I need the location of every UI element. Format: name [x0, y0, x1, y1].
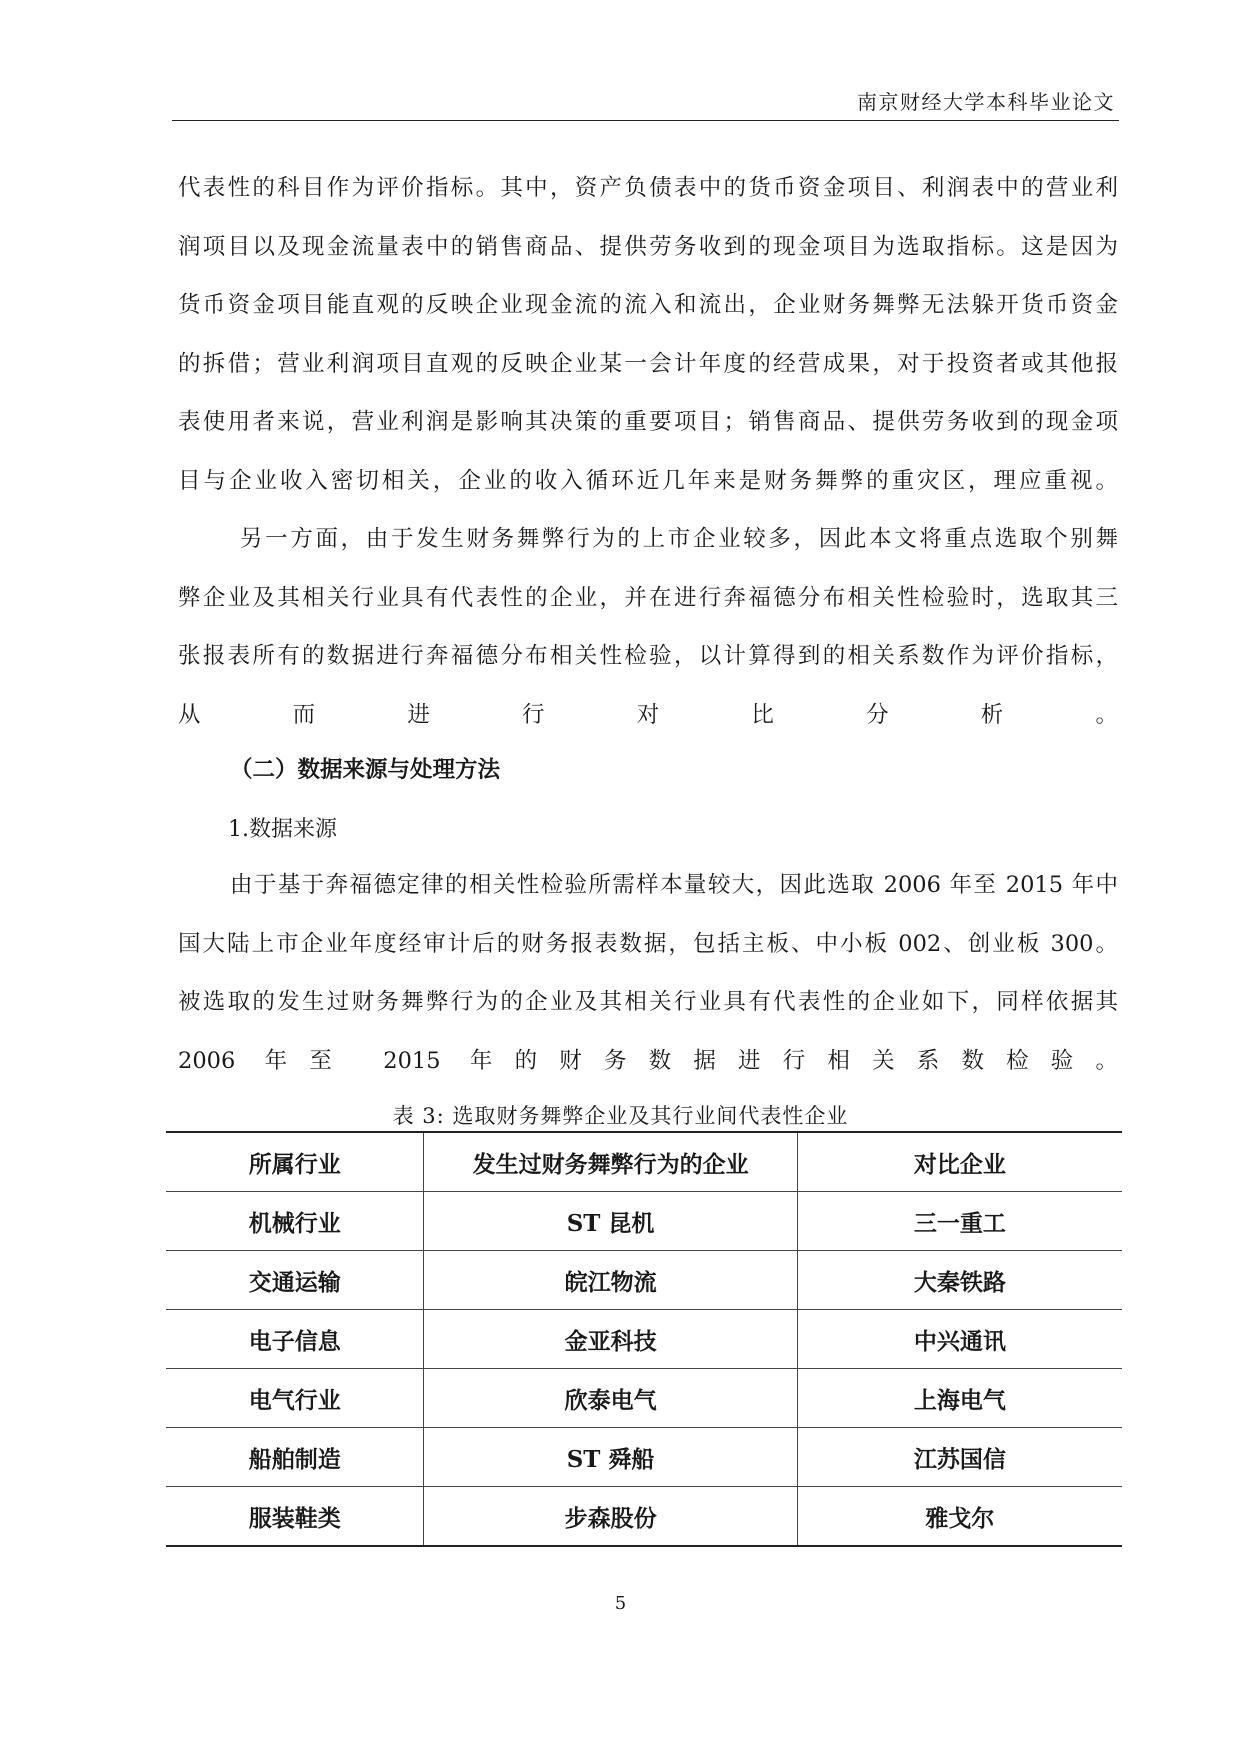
text-line: 由于基于奔福德定律的相关性检验所需样本量较大，因此选取 2006 年至 2015 年中 [230, 872, 1118, 898]
cell-fraud-enterprise: 金亚科技 [424, 1310, 797, 1369]
header-industry: 所属行业 [166, 1132, 424, 1192]
text-line: 代表性的科目作为评价指标。其中，资产负债表中的货币资金项目、利润表中的营业利 [178, 175, 1118, 201]
table-row [166, 1192, 1122, 1251]
cell-industry: 电子信息 [166, 1310, 424, 1369]
cell-industry: 机械行业 [166, 1192, 424, 1251]
cell-industry: 服装鞋类 [166, 1487, 424, 1547]
cell-comparison-enterprise: 雅戈尔 [797, 1487, 1122, 1547]
cell-fraud-enterprise: ST 舜船 [424, 1428, 797, 1487]
page-number: 5 [614, 1593, 627, 1614]
text-line: 表使用者来说，营业利润是影响其决策的重要项目；销售商品、提供劳务收到的现金项 [178, 409, 1118, 435]
cell-comparison-enterprise: 中兴通讯 [797, 1310, 1122, 1369]
cell-fraud-enterprise: ST 昆机 [424, 1192, 797, 1251]
table-row [166, 1428, 1122, 1487]
text-line: 的拆借；营业利润项目直观的反映企业某一会计年度的经营成果，对于投资者或其他报 [178, 350, 1118, 377]
table-row [166, 1251, 1122, 1310]
text-line: 弊企业及其相关行业具有代表性的企业，并在进行奔福德分布相关性检验时，选取其三 [178, 584, 1118, 611]
cell-fraud-enterprise: 步森股份 [424, 1487, 797, 1547]
cell-comparison-enterprise: 大秦铁路 [797, 1251, 1122, 1310]
cell-industry: 交通运输 [166, 1251, 424, 1310]
enterprise-table [166, 1131, 1122, 1547]
cell-industry: 船舶制造 [166, 1428, 424, 1487]
table-row [166, 1310, 1122, 1369]
table-row [166, 1487, 1122, 1547]
header-fraud-enterprise: 发生过财务舞弊行为的企业 [424, 1132, 797, 1192]
cell-comparison-enterprise: 三一重工 [797, 1192, 1122, 1251]
cell-comparison-enterprise: 江苏国信 [797, 1428, 1122, 1487]
cell-comparison-enterprise: 上海电气 [797, 1369, 1122, 1428]
text-line: 被选取的发生过财务舞弊行为的企业及其相关行业具有代表性的企业如下，同样依据其 [178, 989, 1118, 1015]
header-comparison-enterprise: 对比企业 [797, 1132, 1122, 1192]
paragraph-1 [178, 159, 1118, 510]
cell-fraud-enterprise: 皖江物流 [424, 1251, 797, 1310]
text-line: 润项目以及现金流量表中的销售商品、提供劳务收到的现金项目为选取指标。这是因为 [178, 233, 1118, 260]
header-title: 南京财经大学本科毕业论文 [857, 90, 1115, 114]
cell-fraud-enterprise: 欣泰电气 [424, 1369, 797, 1428]
page-header [172, 86, 1119, 121]
text-line: 目与企业收入密切相关，企业的收入循环近几年来是财务舞弊的重灾区，理应重视。 [178, 467, 1118, 494]
paragraph-3 [178, 856, 1118, 1090]
text-line: 从而进行对比分析。 [178, 701, 1118, 728]
text-line: 货币资金项目能直观的反映企业现金流的流入和流出，企业财务舞弊无法躲开货币资金 [178, 292, 1118, 318]
sub-heading: 1.数据来源 [228, 817, 337, 842]
table-header-row [166, 1132, 1122, 1192]
text-line: 国大陆上市企业年度经审计后的财务报表数据，包括主板、中小板 002、创业板 300。 [178, 930, 1118, 957]
table-row [166, 1369, 1122, 1428]
text-line: 张报表所有的数据进行奔福德分布相关性检验，以计算得到的相关系数作为评价指标， [178, 643, 1118, 669]
paragraph-2 [178, 510, 1118, 744]
text-line: 另一方面，由于发生财务舞弊行为的上市企业较多，因此本文将重点选取个别舞 [240, 526, 1118, 552]
table-caption: 表 3: 选取财务舞弊企业及其行业间代表性企业 [392, 1104, 849, 1128]
cell-industry: 电气行业 [166, 1369, 424, 1428]
text-line: 2006 年至 2015 年的财务数据进行相关系数检验。 [178, 1047, 1118, 1074]
section-heading: （二）数据来源与处理方法 [230, 757, 501, 783]
